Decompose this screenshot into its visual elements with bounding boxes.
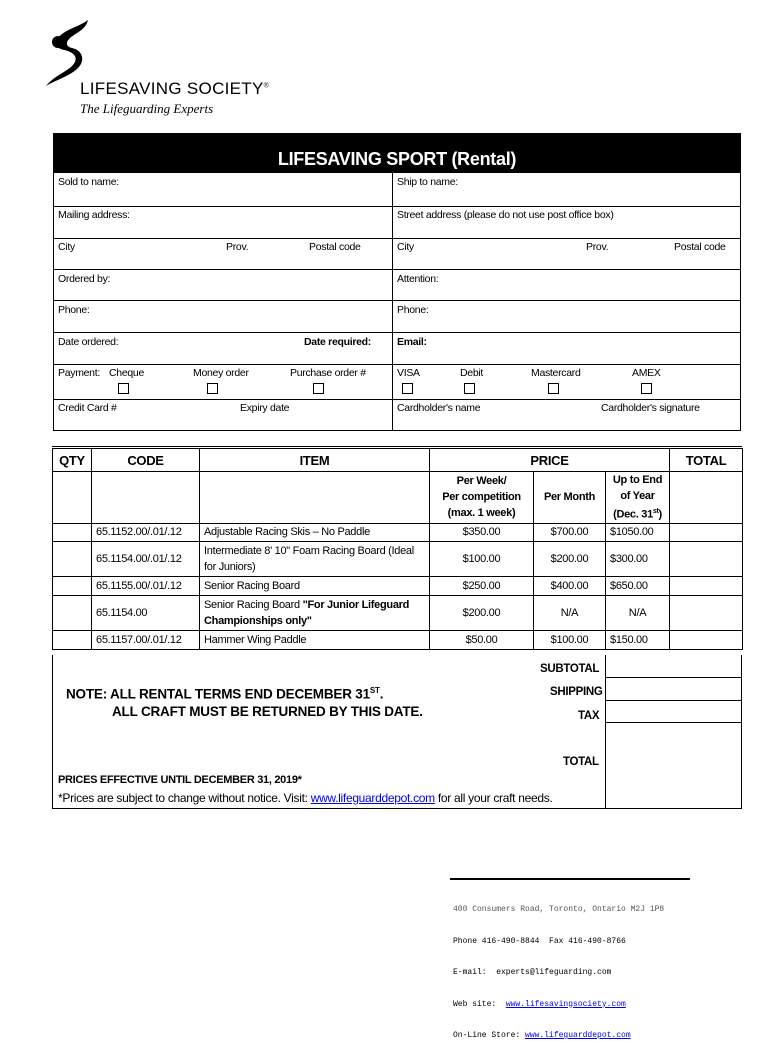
year-price-cell: $150.00 [606,630,670,649]
table-row [53,576,743,595]
price-disclaimer: *Prices are subject to change without notice. Visit: www.lifeguarddepot.com for all your craft needs. [58,791,553,805]
per-month-header: Per Month [534,472,606,524]
ordered-by-label: Ordered by: [58,273,111,285]
item-header: ITEM [200,449,430,472]
per-week-header: Per Week/ Per competition (max. 1 week) [430,472,534,524]
total-header: TOTAL [670,449,743,472]
form-title-bar [53,133,741,173]
qty-cell[interactable] [53,523,92,541]
item-cell: Intermediate 8' 10" Foam Racing Board (Ideal for Juniors) [200,541,430,576]
org-tagline: The Lifeguarding Experts [80,101,214,116]
ship-to-label: Ship to name: [397,176,458,188]
table-row [53,595,743,630]
postal-code-label: Postal code [309,241,361,253]
ship-prov-label: Prov. [586,241,609,253]
mailing-address-label: Mailing address: [58,209,130,221]
debit-checkbox[interactable] [464,383,475,394]
shipping-label: SHIPPING [550,686,603,698]
code-header: CODE [92,449,200,472]
prices-effective: PRICES EFFECTIVE UNTIL DECEMBER 31, 2019* [58,774,302,786]
city-label: City [58,241,75,253]
cardholder-signature-label: Cardholder's signature [601,402,700,414]
table-row [53,523,743,541]
expiry-date-label: Expiry date [240,402,290,414]
week-price-cell: $200.00 [430,595,534,630]
visa-checkbox[interactable] [402,383,413,394]
footer-address: 400 Consumers Road, Toronto, Ontario M2J 1P8 [453,905,665,914]
qty-cell[interactable] [53,541,92,576]
subtotal-label: SUBTOTAL [540,663,600,675]
amex-checkbox[interactable] [641,383,652,394]
week-price-cell: $250.00 [430,576,534,595]
street-address-label: Street address (please do not use post office box) [397,209,614,221]
phone-label: Phone: [58,304,90,316]
cardholder-name-label: Cardholder's name [397,402,481,414]
website-link[interactable]: www.lifesavingsociety.com [505,999,626,1009]
total-cell[interactable] [670,523,743,541]
rental-note: NOTE: ALL RENTAL TERMS END DECEMBER 31ST. [66,686,384,702]
footer-contact: 400 Consumers Road, Toronto, Ontario M2J 1P8 Phone 416-490-8844 Fax 416-490-8766 E-mail: experts@lifeguarding.com Web site: www.lifesavingsociety.com On-Line Store: www.lifeguarddepot.com [453,905,665,1040]
ship-phone-label: Phone: [397,304,429,316]
item-cell: Hammer Wing Paddle [200,630,430,649]
qty-cell[interactable] [53,595,92,630]
purchase-order-label: Purchase order # [290,367,366,379]
price-table [52,448,743,650]
total-cell[interactable] [670,630,743,649]
code-cell: 65.1154.00/.01/.12 [92,541,200,576]
prov-label: Prov. [226,241,249,253]
code-cell: 65.1154.00 [92,595,200,630]
year-price-cell: $650.00 [606,576,670,595]
total-cell[interactable] [670,595,743,630]
lifeguard-depot-link[interactable]: www.lifeguarddepot.com [310,791,435,805]
total-label: TOTAL [563,756,599,768]
debit-label: Debit [460,367,484,379]
code-cell: 65.1157.00/.01/.12 [92,630,200,649]
ship-postal-code-label: Postal code [674,241,726,253]
table-row [53,630,743,649]
item-cell: Senior Racing Board [200,576,430,595]
ship-city-label: City [397,241,414,253]
footer-phone: Phone 416-490-8844 Fax 416-490-8766 [453,936,626,946]
week-price-cell: $50.00 [430,630,534,649]
money-order-label: Money order [193,367,249,379]
cheque-checkbox[interactable] [118,383,129,394]
end-of-year-header: Up to End of Year (Dec. 31st) [606,472,670,524]
total-field[interactable] [606,723,741,808]
mastercard-checkbox[interactable] [548,383,559,394]
credit-card-label: Credit Card # [58,402,117,414]
total-cell[interactable] [670,541,743,576]
visa-label: VISA [397,367,420,379]
month-price-cell: N/A [534,595,606,630]
table-row [53,541,743,576]
qty-cell[interactable] [53,576,92,595]
tax-label: TAX [578,710,600,722]
email-label: Email: [397,336,427,348]
amex-label: AMEX [632,367,661,379]
month-price-cell: $100.00 [534,630,606,649]
year-price-cell: $300.00 [606,541,670,576]
payment-label: Payment: [58,367,100,379]
week-price-cell: $350.00 [430,523,534,541]
item-cell: Adjustable Racing Skis – No Paddle [200,523,430,541]
date-required-label: Date required: [304,336,371,348]
month-price-cell: $200.00 [534,541,606,576]
money-order-checkbox[interactable] [207,383,218,394]
year-price-cell: $1050.00 [606,523,670,541]
subtotal-field[interactable] [606,656,741,677]
purchase-order-checkbox[interactable] [313,383,324,394]
item-cell: Senior Racing Board "For Junior Lifeguard Championships only" [200,595,430,630]
price-header: PRICE [430,449,670,472]
sold-to-label: Sold to name: [58,176,119,188]
attention-label: Attention: [397,273,439,285]
online-store-link[interactable]: www.lifeguarddepot.com [525,1031,631,1040]
lifesaving-society-logo-icon [40,18,100,88]
qty-header: QTY [53,449,92,472]
return-note: ALL CRAFT MUST BE RETURNED BY THIS DATE. [112,704,423,719]
org-name: LIFESAVING SOCIETY® [80,79,270,98]
year-price-cell: N/A [606,595,670,630]
mastercard-label: Mastercard [531,367,581,379]
tax-field[interactable] [606,701,741,722]
month-price-cell: $400.00 [534,576,606,595]
code-cell: 65.1155.00/.01/.12 [92,576,200,595]
qty-cell[interactable] [53,630,92,649]
total-cell[interactable] [670,576,743,595]
form-title: LIFESAVING SPORT (Rental) [277,149,517,169]
week-price-cell: $100.00 [430,541,534,576]
shipping-field[interactable] [606,678,741,700]
date-ordered-label: Date ordered: [58,336,119,348]
month-price-cell: $700.00 [534,523,606,541]
cheque-label: Cheque [109,367,144,379]
footer-email: E-mail: experts@lifeguarding.com [453,968,612,977]
code-cell: 65.1152.00/.01/.12 [92,523,200,541]
